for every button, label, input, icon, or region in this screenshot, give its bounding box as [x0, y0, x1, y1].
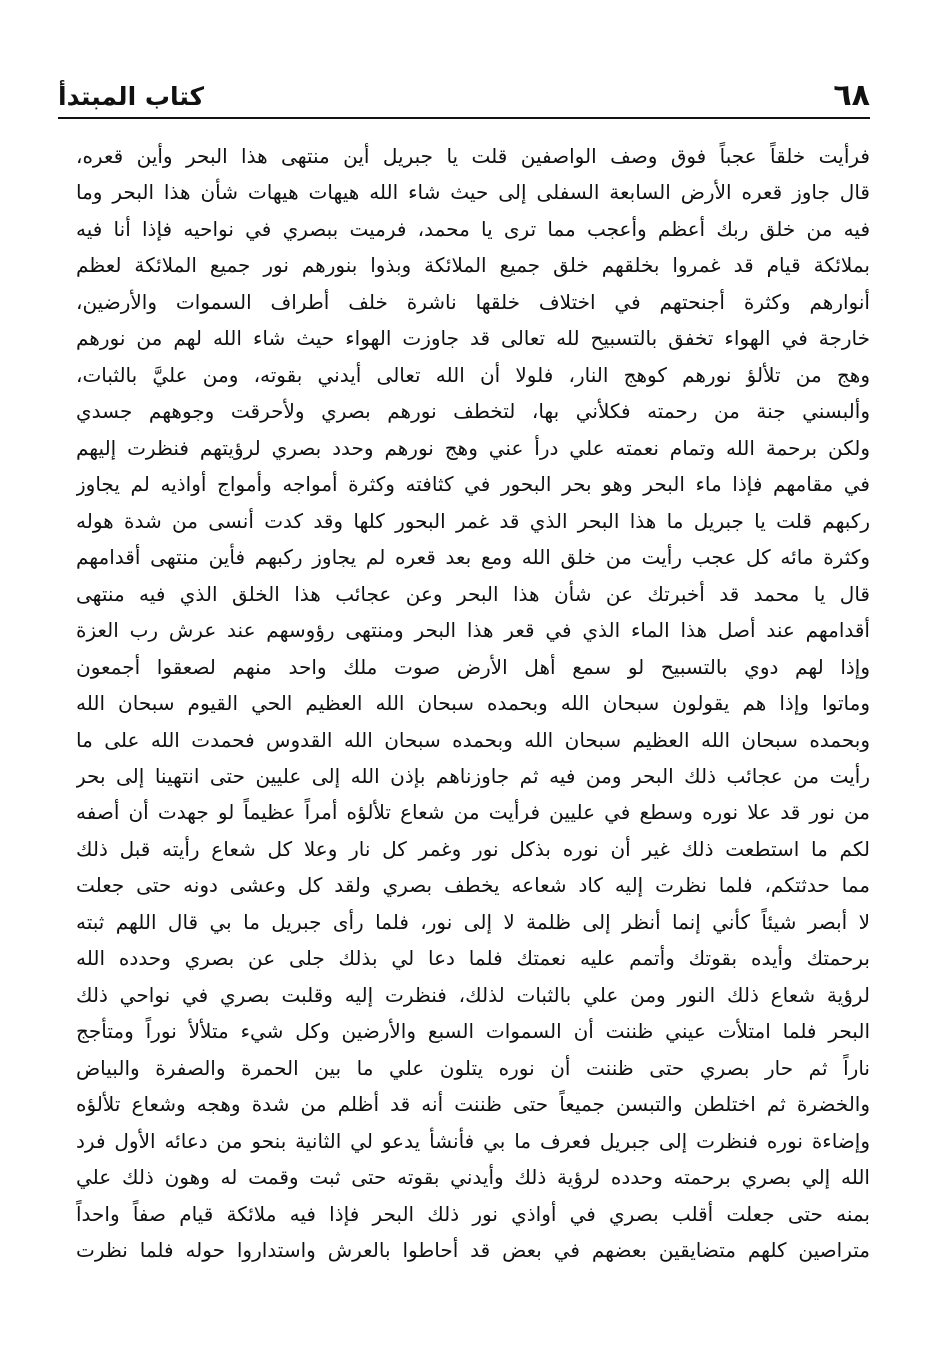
text-line: والخضرة ثم اختلطن والتبسن جميعاً حتى ظننت أنه قد أظلم من شدة وهجه وشعاع تلألؤه	[76, 1092, 870, 1117]
text-line: البحر فلما امتلأت عيني ظننت أن السموات السبع والأرضين وكل شيء متلألأ نوراً ومتأجج	[76, 1019, 870, 1044]
header-rule	[58, 117, 870, 119]
text-line: وبحمده سبحان الله العظيم سبحان الله وبحمده سبحان الله القدوس فحمدت الله على ما	[76, 727, 870, 752]
text-line: لرؤية شعاع ذلك النور ومن علي بالثبات لذلك، فنظرت إليه وقلبت بصري في نواحي ذلك	[76, 982, 870, 1007]
text-line: قال يا محمد قد أخبرتك عن شأن هذا البحر وعن عجائب هذا الخلق الذي فيه منتهى	[76, 581, 870, 606]
page-header	[58, 72, 870, 116]
text-line: خارجة في الهواء تخفق بالتسبيح لله تعالى قد جاوزت الهواء حيث شاء الله لهم من نورهم	[76, 326, 870, 351]
text-line: مما حدثتكم، فلما نظرت إليه كاد شعاعه يخطف بصري ولقد كل وعشى دونه حتى جعلت	[76, 873, 870, 898]
text-line: وألبسني جنة من رحمته فكلأني بها، لتخطف نورهم بصري ولأحرقت وجوههم جسدي	[76, 399, 870, 424]
text-line: رأيت من عجائب ذلك البحر ومن فيه ثم جاوزناهم بإذن الله إلى عليين حتى انتهينا إلى بحر	[76, 763, 870, 788]
text-line: بملائكة قيام قد غمروا بخلقهم خلق جميع الملائكة وبذوا بنورهم نور جميع الملائكة لعظم	[76, 253, 870, 278]
text-line: قال جاوز قعره الأرض السابعة السفلى إلى حيث شاء الله هيهات هيهات شأن هذا البحر وما	[76, 180, 870, 205]
text-line: في مقامهم فإذا ماء البحر وهو بحر البحور في كثافته وكثرة أمواجه وأمواج أواذيه لم يجاوز	[76, 472, 870, 497]
text-line: ولكن برحمة الله وتمام نعمته علي درأ عني وهج نورهم وحدد بصري لرؤيتهم فنظرت إليهم	[76, 435, 870, 460]
text-line: ركبهم قلت يا جبريل ما هذا البحر الذي قد غمر البحور كلها وقد كدت أنسى من شدة هوله	[76, 508, 870, 533]
text-line: أنوارهم وكثرة أجنحتهم في اختلاف خلقها ناشرة خلف أطراف السموات والأرضين،	[76, 289, 870, 314]
text-line: الله إلي بصري برحمته وحدده لرؤية ذلك وأيدني بقوته حتى ثبت وقمت له وهون ذلك علي	[76, 1165, 870, 1190]
text-line: من نور قد علا نوره وسطع في عليين فرأيت من شعاع تلألؤه أمراً عظيماً لو جهدت أن أصفه	[76, 800, 870, 825]
text-line: وإضاءة نوره فنظرت إلى جبريل فعرف ما بي فأنشأ يدعو لي الثانية بنحو من دعائه الأول فرد	[76, 1128, 870, 1153]
text-line: لكم ما استطعت ذلك غير أن نوره بذكل نور وغمر كل نار وعلا كل شعاع رأيته قبل ذلك	[76, 836, 870, 861]
running-title: كتاب المبتدأ	[58, 82, 205, 111]
body-text	[76, 138, 870, 1269]
text-line: فرأيت خلقاً عجباً فوق وصف الواصفين قلت يا جبريل أين منتهى هذا البحر وأين قعره،	[76, 144, 870, 168]
text-line: متراصين كلهم متضايقين بعضهم في بعض قد أحاطوا بالعرش واستداروا حوله فلما نظرت	[76, 1238, 870, 1263]
text-line: وإذا لهم دوي بالتسبيح لو سمع أهل الأرض صوت ملك واحد منهم لصعقوا أجمعون	[76, 654, 870, 679]
text-line: ناراً ثم حار بصري حتى ظننت أن نوره يتلون علي ما بين الحمرة والصفرة والبياض	[76, 1055, 870, 1080]
text-line: وهج من تلألؤ نورهم كوهج النار، فلولا أن الله تعالى أيدني بقوته، ومن عليَّ بالثبات،	[76, 362, 870, 387]
page-number: ٦٨	[833, 78, 870, 113]
text-line: لا أبصر شيئاً كأني إنما أنظر إلى ظلمة لا إلى نور، فلما رأى جبريل ما بي قال اللهم ثبته	[76, 909, 870, 934]
text-line: وكثرة مائه كل عجب رأيت من خلق الله ومع بعد قعره لم يجاوز ركبهم فأين منتهى أقدامهم	[76, 545, 870, 570]
text-line: أقدامهم عند أصل هذا الماء الذي في قعر هذا البحر ومنتهى رؤوسهم عند عرش رب العزة	[76, 618, 870, 643]
text-line: فيه من خلق ربك أعظم وأعجب مما ترى يا محمد، فرميت ببصري في نواحيه فإذا أنا فيه	[76, 216, 870, 241]
text-line: برحمتك وأيده بقوتك وأتمم عليه نعمتك فلما دعا لي بذلك جلى عن بصري وحدده الله	[76, 946, 870, 971]
text-line: بمنه حتى جعلت أقلب بصري في أواذي نور ذلك البحر فإذا فيه ملائكة قيام صفاً واحداً	[76, 1201, 870, 1226]
text-line: وماتوا وإذا هم يقولون سبحان الله وبحمده سبحان الله العظيم الحي القيوم سبحان الله	[76, 691, 870, 716]
